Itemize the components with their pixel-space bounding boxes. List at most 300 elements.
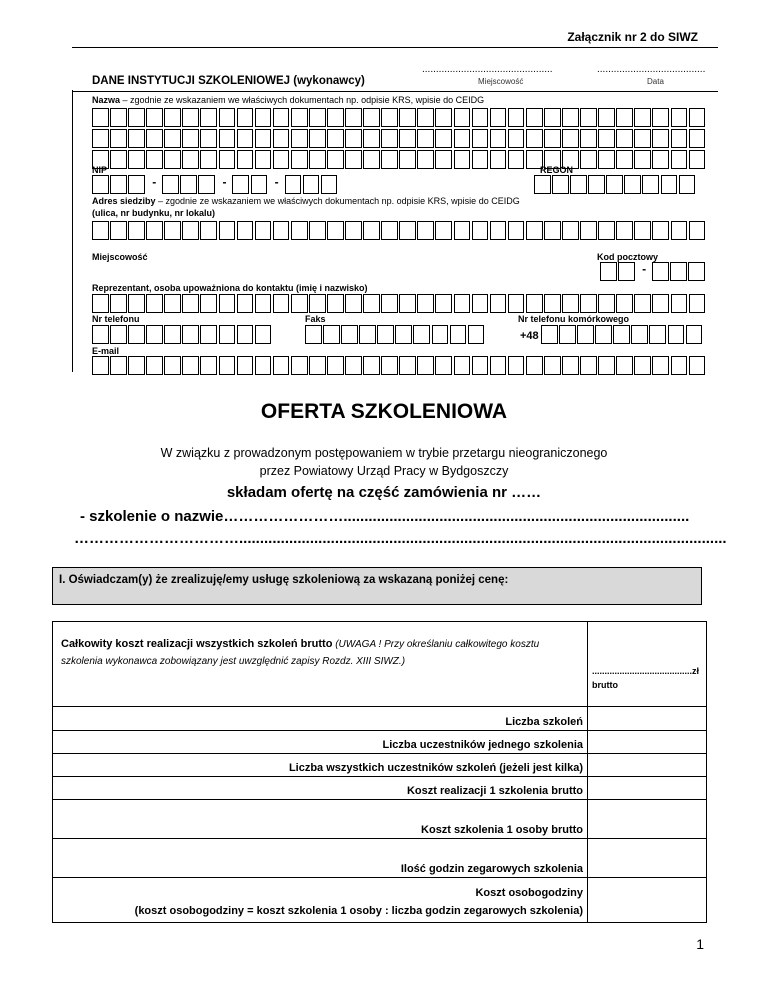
char-cell[interactable] <box>381 108 398 127</box>
char-cell[interactable] <box>613 325 630 344</box>
char-cell[interactable] <box>321 175 338 194</box>
char-cell[interactable] <box>544 129 561 148</box>
char-cell[interactable] <box>146 325 163 344</box>
char-cell[interactable] <box>92 108 109 127</box>
section-1-box <box>52 567 702 605</box>
char-cell[interactable] <box>490 150 507 169</box>
char-cell[interactable] <box>454 150 471 169</box>
char-cell[interactable] <box>526 356 543 375</box>
char-cell[interactable] <box>652 294 669 313</box>
char-cell[interactable] <box>237 221 254 240</box>
char-cell[interactable] <box>595 325 612 344</box>
char-cell[interactable] <box>544 108 561 127</box>
char-cell[interactable] <box>652 129 669 148</box>
char-cell[interactable] <box>251 175 268 194</box>
char-cell[interactable] <box>454 356 471 375</box>
char-cell[interactable] <box>417 294 434 313</box>
char-cell[interactable] <box>237 108 254 127</box>
char-cell[interactable] <box>255 294 272 313</box>
char-cell[interactable] <box>200 150 217 169</box>
char-cell[interactable] <box>526 294 543 313</box>
char-cell[interactable] <box>598 356 615 375</box>
char-cell[interactable] <box>363 356 380 375</box>
char-cell[interactable] <box>652 356 669 375</box>
char-cell[interactable] <box>128 150 145 169</box>
char-cell[interactable] <box>146 150 163 169</box>
char-cell[interactable] <box>219 325 236 344</box>
char-cell[interactable] <box>472 221 489 240</box>
char-cell[interactable] <box>219 294 236 313</box>
char-cell[interactable] <box>689 129 706 148</box>
char-cell[interactable] <box>580 221 597 240</box>
char-cell[interactable] <box>359 325 376 344</box>
char-cell[interactable] <box>616 356 633 375</box>
char-cell[interactable] <box>200 294 217 313</box>
char-cell[interactable] <box>598 129 615 148</box>
mobile-prefix: +48 <box>520 330 539 342</box>
char-cell[interactable] <box>417 108 434 127</box>
row-value[interactable] <box>588 707 707 731</box>
char-cell[interactable] <box>110 221 127 240</box>
char-cell[interactable] <box>649 325 666 344</box>
char-cell[interactable] <box>534 175 551 194</box>
char-cell[interactable] <box>508 150 525 169</box>
char-cell[interactable] <box>381 221 398 240</box>
char-cell[interactable] <box>652 221 669 240</box>
regon-label: REGON <box>540 165 574 175</box>
fax-field[interactable] <box>305 325 486 344</box>
char-cell[interactable] <box>634 108 651 127</box>
char-cell[interactable] <box>255 356 272 375</box>
char-cell[interactable] <box>255 129 272 148</box>
char-cell[interactable] <box>508 221 525 240</box>
char-cell[interactable] <box>417 356 434 375</box>
name-row-2[interactable] <box>92 129 707 148</box>
char-cell[interactable] <box>92 294 109 313</box>
name-row-1[interactable] <box>92 108 707 127</box>
char-cell[interactable] <box>634 221 651 240</box>
char-cell[interactable] <box>363 150 380 169</box>
char-cell[interactable] <box>327 356 344 375</box>
offer-title: OFERTA SZKOLENIOWA <box>260 400 508 423</box>
char-cell[interactable] <box>472 294 489 313</box>
char-cell[interactable] <box>219 129 236 148</box>
char-cell[interactable] <box>345 221 362 240</box>
char-cell[interactable] <box>303 175 320 194</box>
separator-dash: - <box>152 175 157 189</box>
char-cell[interactable] <box>686 325 703 344</box>
char-cell[interactable] <box>490 294 507 313</box>
char-cell[interactable] <box>182 150 199 169</box>
char-cell[interactable] <box>110 150 127 169</box>
table-row <box>53 800 707 839</box>
char-cell[interactable] <box>273 356 290 375</box>
char-cell[interactable] <box>598 221 615 240</box>
char-cell[interactable] <box>219 356 236 375</box>
char-cell[interactable] <box>327 129 344 148</box>
char-cell[interactable] <box>450 325 467 344</box>
char-cell[interactable] <box>580 150 597 169</box>
char-cell[interactable] <box>580 129 597 148</box>
char-cell[interactable] <box>327 108 344 127</box>
char-cell[interactable] <box>541 325 558 344</box>
char-cell[interactable] <box>110 294 127 313</box>
char-cell[interactable] <box>110 129 127 148</box>
char-cell[interactable] <box>309 356 326 375</box>
char-cell[interactable] <box>508 129 525 148</box>
char-cell[interactable] <box>600 262 617 281</box>
char-cell[interactable] <box>164 356 181 375</box>
char-cell[interactable] <box>435 129 452 148</box>
phone-label: Nr telefonu <box>92 314 140 324</box>
char-cell[interactable] <box>562 356 579 375</box>
char-cell[interactable] <box>200 325 217 344</box>
char-cell[interactable] <box>435 150 452 169</box>
char-cell[interactable] <box>631 325 648 344</box>
char-cell[interactable] <box>580 356 597 375</box>
char-cell[interactable] <box>200 129 217 148</box>
char-cell[interactable] <box>219 221 236 240</box>
char-cell[interactable] <box>634 150 651 169</box>
char-cell[interactable] <box>580 294 597 313</box>
section-title: DANE INSTYTUCJI SZKOLENIOWEJ (wykonawcy) <box>92 75 365 87</box>
char-cell[interactable] <box>435 356 452 375</box>
char-cell[interactable] <box>580 108 597 127</box>
char-cell[interactable] <box>544 294 561 313</box>
char-cell[interactable] <box>544 356 561 375</box>
char-cell[interactable] <box>526 221 543 240</box>
char-cell[interactable] <box>652 108 669 127</box>
char-cell[interactable] <box>128 294 145 313</box>
char-cell[interactable] <box>399 294 416 313</box>
row-label: Liczba szkoleń <box>53 707 588 731</box>
char-cell[interactable] <box>200 356 217 375</box>
char-cell[interactable] <box>291 356 308 375</box>
page-number: 1 <box>696 936 704 952</box>
char-cell[interactable] <box>671 294 688 313</box>
char-cell[interactable] <box>634 129 651 148</box>
char-cell[interactable] <box>417 221 434 240</box>
row-value[interactable] <box>588 754 707 777</box>
char-cell[interactable] <box>490 108 507 127</box>
char-cell[interactable] <box>381 129 398 148</box>
table-row <box>53 839 707 878</box>
char-cell[interactable] <box>291 108 308 127</box>
nip-label: NIP <box>92 165 108 175</box>
char-cell[interactable] <box>454 108 471 127</box>
char-cell[interactable] <box>291 294 308 313</box>
char-cell[interactable] <box>417 150 434 169</box>
char-cell[interactable] <box>616 221 633 240</box>
char-cell[interactable] <box>255 150 272 169</box>
name-row-3[interactable] <box>92 150 707 169</box>
char-cell[interactable] <box>472 108 489 127</box>
char-cell[interactable] <box>182 129 199 148</box>
char-cell[interactable] <box>182 356 199 375</box>
char-cell[interactable] <box>164 221 181 240</box>
char-cell[interactable] <box>363 108 380 127</box>
nip-field[interactable] <box>92 175 339 194</box>
char-cell[interactable] <box>110 108 127 127</box>
char-cell[interactable] <box>309 221 326 240</box>
char-cell[interactable] <box>598 294 615 313</box>
char-cell[interactable] <box>291 129 308 148</box>
char-cell[interactable] <box>110 325 127 344</box>
char-cell[interactable] <box>327 294 344 313</box>
table-row <box>53 777 707 800</box>
char-cell[interactable] <box>345 129 362 148</box>
char-cell[interactable] <box>671 108 688 127</box>
char-cell[interactable] <box>273 221 290 240</box>
char-cell[interactable] <box>327 221 344 240</box>
char-cell[interactable] <box>661 175 678 194</box>
char-cell[interactable] <box>689 150 706 169</box>
char-cell[interactable] <box>273 129 290 148</box>
char-cell[interactable] <box>490 129 507 148</box>
char-cell[interactable] <box>345 150 362 169</box>
char-cell[interactable] <box>598 108 615 127</box>
char-cell[interactable] <box>182 108 199 127</box>
char-cell[interactable] <box>273 294 290 313</box>
char-cell[interactable] <box>237 356 254 375</box>
char-cell[interactable] <box>381 356 398 375</box>
char-cell[interactable] <box>309 108 326 127</box>
row-label: Koszt realizacji 1 szkolenia brutto <box>53 777 588 800</box>
char-cell[interactable] <box>92 175 109 194</box>
char-cell[interactable] <box>309 294 326 313</box>
char-cell[interactable] <box>182 221 199 240</box>
char-cell[interactable] <box>128 129 145 148</box>
char-cell[interactable] <box>92 325 109 344</box>
char-cell[interactable] <box>146 294 163 313</box>
mobile-label: Nr telefonu komórkowego <box>518 314 630 324</box>
char-cell[interactable] <box>128 356 145 375</box>
char-cell[interactable] <box>237 294 254 313</box>
char-cell[interactable] <box>671 150 688 169</box>
address-row-1[interactable] <box>92 221 707 240</box>
char-cell[interactable] <box>363 129 380 148</box>
place-caption: Miejscowość <box>478 77 524 86</box>
char-cell[interactable] <box>381 150 398 169</box>
char-cell[interactable] <box>670 262 687 281</box>
char-cell[interactable] <box>399 150 416 169</box>
row-label: Ilość godzin zegarowych szkolenia <box>53 839 588 878</box>
char-cell[interactable] <box>323 325 340 344</box>
char-cell[interactable] <box>544 221 561 240</box>
char-cell[interactable] <box>577 325 594 344</box>
char-cell[interactable] <box>399 129 416 148</box>
char-cell[interactable] <box>92 221 109 240</box>
char-cell[interactable] <box>689 221 706 240</box>
char-cell[interactable] <box>200 221 217 240</box>
total-cost-value[interactable]: ........................................zł brutto <box>588 622 707 707</box>
char-cell[interactable] <box>255 108 272 127</box>
char-cell[interactable] <box>652 150 669 169</box>
char-cell[interactable] <box>616 129 633 148</box>
char-cell[interactable] <box>616 294 633 313</box>
char-cell[interactable] <box>146 221 163 240</box>
char-cell[interactable] <box>219 108 236 127</box>
char-cell[interactable] <box>671 129 688 148</box>
char-cell[interactable] <box>92 129 109 148</box>
char-cell[interactable] <box>472 356 489 375</box>
char-cell[interactable] <box>508 356 525 375</box>
char-cell[interactable] <box>128 325 145 344</box>
char-cell[interactable] <box>634 356 651 375</box>
char-cell[interactable] <box>110 356 127 375</box>
char-cell[interactable] <box>164 294 181 313</box>
char-cell[interactable] <box>345 108 362 127</box>
email-field[interactable] <box>92 356 707 375</box>
char-cell[interactable] <box>395 325 412 344</box>
char-cell[interactable] <box>305 325 322 344</box>
char-cell[interactable] <box>345 356 362 375</box>
char-cell[interactable] <box>255 325 272 344</box>
char-cell[interactable] <box>285 175 302 194</box>
row-value[interactable] <box>588 839 707 878</box>
char-cell[interactable] <box>526 108 543 127</box>
char-cell[interactable] <box>128 108 145 127</box>
char-cell[interactable] <box>679 175 696 194</box>
char-cell[interactable] <box>552 175 569 194</box>
annex-label: Załącznik nr 2 do SIWZ <box>567 30 698 44</box>
char-cell[interactable] <box>526 129 543 148</box>
table-row <box>53 622 707 707</box>
char-cell[interactable] <box>435 108 452 127</box>
char-cell[interactable] <box>454 129 471 148</box>
char-cell[interactable] <box>162 175 179 194</box>
char-cell[interactable] <box>490 356 507 375</box>
char-cell[interactable] <box>232 175 249 194</box>
char-cell[interactable] <box>490 221 507 240</box>
char-cell[interactable] <box>472 129 489 148</box>
char-cell[interactable] <box>164 108 181 127</box>
char-cell[interactable] <box>559 325 576 344</box>
char-cell[interactable] <box>363 221 380 240</box>
char-cell[interactable] <box>598 150 615 169</box>
char-cell[interactable] <box>327 150 344 169</box>
char-cell[interactable] <box>570 175 587 194</box>
char-cell[interactable] <box>562 129 579 148</box>
char-cell[interactable] <box>417 129 434 148</box>
char-cell[interactable] <box>671 221 688 240</box>
char-cell[interactable] <box>237 129 254 148</box>
char-cell[interactable] <box>377 325 394 344</box>
char-cell[interactable] <box>508 294 525 313</box>
char-cell[interactable] <box>652 262 669 281</box>
char-cell[interactable] <box>689 108 706 127</box>
char-cell[interactable] <box>164 325 181 344</box>
char-cell[interactable] <box>345 294 362 313</box>
char-cell[interactable] <box>468 325 485 344</box>
char-cell[interactable] <box>588 175 605 194</box>
row-value[interactable] <box>588 800 707 839</box>
fax-label: Faks <box>305 314 326 324</box>
postal-field[interactable] <box>600 262 706 281</box>
table-row <box>53 754 707 777</box>
char-cell[interactable] <box>128 175 145 194</box>
char-cell[interactable] <box>454 221 471 240</box>
char-cell[interactable] <box>237 150 254 169</box>
representative-field[interactable] <box>92 294 707 313</box>
char-cell[interactable] <box>634 294 651 313</box>
char-cell[interactable] <box>146 356 163 375</box>
char-cell[interactable] <box>110 175 127 194</box>
char-cell[interactable] <box>146 108 163 127</box>
row-label: Liczba uczestników jednego szkolenia <box>53 731 588 754</box>
char-cell[interactable] <box>128 221 145 240</box>
char-cell[interactable] <box>432 325 449 344</box>
char-cell[interactable] <box>180 175 197 194</box>
char-cell[interactable] <box>399 221 416 240</box>
char-cell[interactable] <box>618 262 635 281</box>
char-cell[interactable] <box>689 356 706 375</box>
char-cell[interactable] <box>291 150 308 169</box>
char-cell[interactable] <box>399 356 416 375</box>
char-cell[interactable] <box>562 294 579 313</box>
char-cell[interactable] <box>309 129 326 148</box>
char-cell[interactable] <box>273 108 290 127</box>
char-cell[interactable] <box>363 294 380 313</box>
char-cell[interactable] <box>381 294 398 313</box>
char-cell[interactable] <box>413 325 430 344</box>
char-cell[interactable] <box>341 325 358 344</box>
char-cell[interactable] <box>164 129 181 148</box>
char-cell[interactable] <box>435 221 452 240</box>
char-cell[interactable] <box>164 150 181 169</box>
char-cell[interactable] <box>688 262 705 281</box>
char-cell[interactable] <box>454 294 471 313</box>
char-cell[interactable] <box>562 108 579 127</box>
regon-field[interactable] <box>534 175 697 194</box>
char-cell[interactable] <box>435 294 452 313</box>
offer-line-2: przez Powiatowy Urząd Pracy w Bydgoszczy <box>259 464 509 478</box>
char-cell[interactable] <box>309 150 326 169</box>
char-cell[interactable] <box>182 325 199 344</box>
form-left-rule <box>72 90 73 372</box>
char-cell[interactable] <box>508 108 525 127</box>
char-cell[interactable] <box>92 356 109 375</box>
char-cell[interactable] <box>616 108 633 127</box>
row-value[interactable] <box>588 777 707 800</box>
char-cell[interactable] <box>219 150 236 169</box>
mobile-field[interactable] <box>541 325 704 344</box>
char-cell[interactable] <box>671 356 688 375</box>
char-cell[interactable] <box>624 175 641 194</box>
char-cell[interactable] <box>668 325 685 344</box>
char-cell[interactable] <box>198 175 215 194</box>
char-cell[interactable] <box>399 108 416 127</box>
char-cell[interactable] <box>146 129 163 148</box>
char-cell[interactable] <box>616 150 633 169</box>
char-cell[interactable] <box>689 294 706 313</box>
char-cell[interactable] <box>642 175 659 194</box>
char-cell[interactable] <box>273 150 290 169</box>
char-cell[interactable] <box>472 150 489 169</box>
char-cell[interactable] <box>200 108 217 127</box>
phone-field[interactable] <box>92 325 273 344</box>
char-cell[interactable] <box>182 294 199 313</box>
row-value[interactable] <box>588 878 707 923</box>
row-value[interactable] <box>588 731 707 754</box>
row-label: Koszt szkolenia 1 osoby brutto <box>53 800 588 839</box>
char-cell[interactable] <box>606 175 623 194</box>
char-cell[interactable] <box>237 325 254 344</box>
char-cell[interactable] <box>291 221 308 240</box>
section-1-heading: I. Oświadczam(y) że zrealizuję/emy usługę szkoleniową za wskazaną poniżej cenę: <box>59 574 509 586</box>
char-cell[interactable] <box>255 221 272 240</box>
char-cell[interactable] <box>562 221 579 240</box>
